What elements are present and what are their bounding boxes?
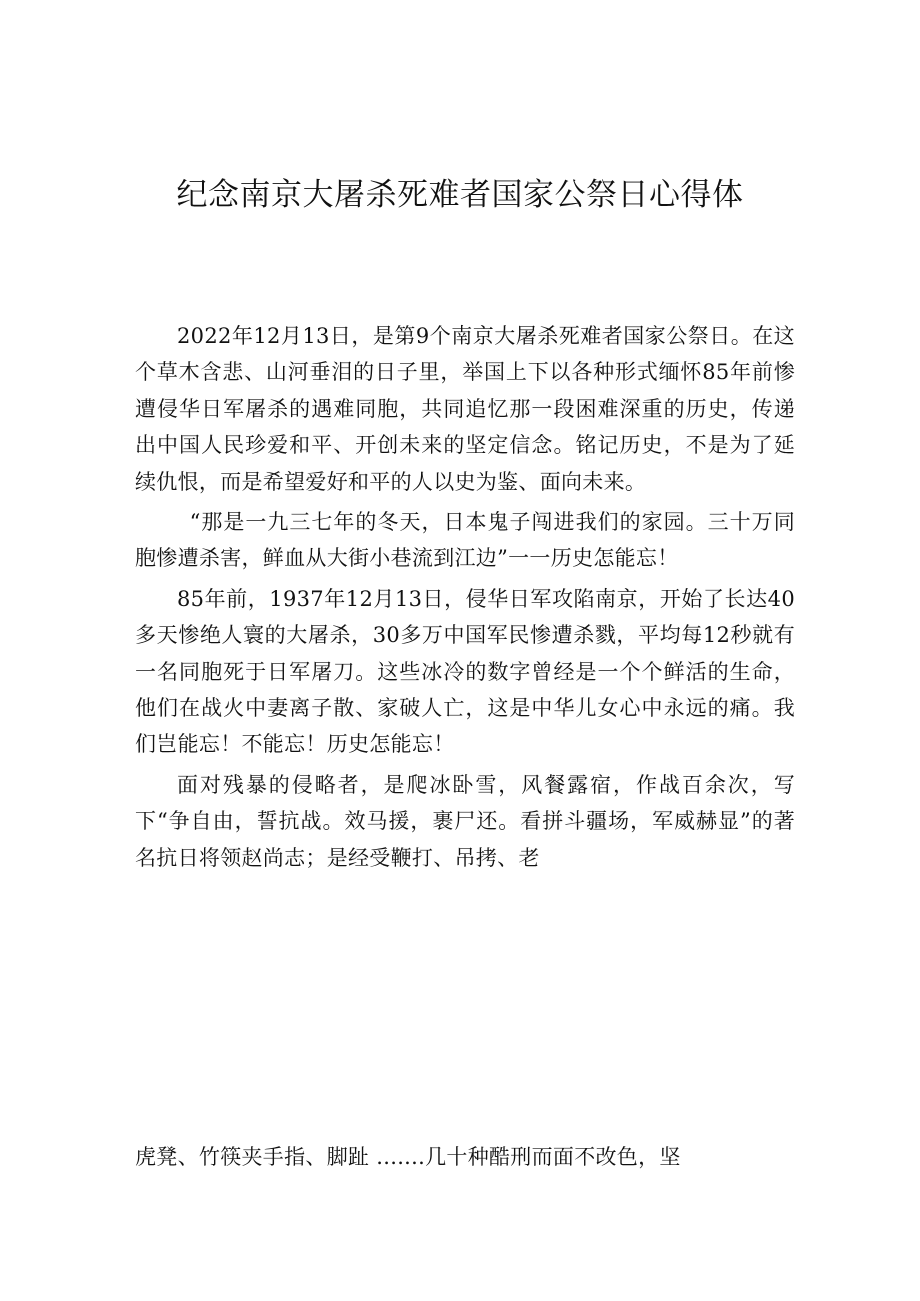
paragraph-3: 85年前，1937年12月13日，侵华日军攻陷南京，开始了长达40多天惨绝人寰的大屠杀，30多万中国军民惨遭杀戮，平均每12秒就有一名同胞死于日军屠刀。这些冰冷的数字曾经是一个个鲜活的生命，他们在战火中妻离子散、家破人亡，这是中华儿女心中永远的痛。我们岂能忘！不能忘！历史怎能忘！: [135, 586, 795, 757]
document-title: 纪念南京大屠杀死难者国家公祭日心得体: [176, 177, 744, 213]
paragraph-1: 2022年12月13日，是第9个南京大屠杀死难者国家公祭日。在这个草木含悲、山河垂泪的日子里，举国上下以各种形式缅怀85年前惨遭侵华日军屠杀的遇难同胞，共同追忆那一段困难深重的历史，传递出中国人民珍爱和平、开创未来的坚定信念。铭记历史，不是为了延续仇恨，而是希望爱好和平的人以史为鉴、面向未来。: [135, 324, 795, 494]
paragraph-4: 面对残暴的侵略者，是爬冰卧雪，风餐露宿，作战百余次，写下“争自由，誓抗战。效马援，裹尸还。看拼斗疆场，军威赫显”的著名抗日将领赵尚志；是经受鞭打、吊拷、老: [135, 772, 795, 870]
document-body: [135, 318, 795, 876]
paragraph-4-continuation: 虎凳、竹筷夹手指、脚趾 .......几十种酷刑而面不改色，坚: [135, 1145, 681, 1169]
paragraph-2: “那是一九三七年的冬天，日本鬼子闯进我们的家园。三十万同胞惨遭杀害，鲜血从大街小巷流到江边”一一历史怎能忘！: [135, 510, 795, 571]
